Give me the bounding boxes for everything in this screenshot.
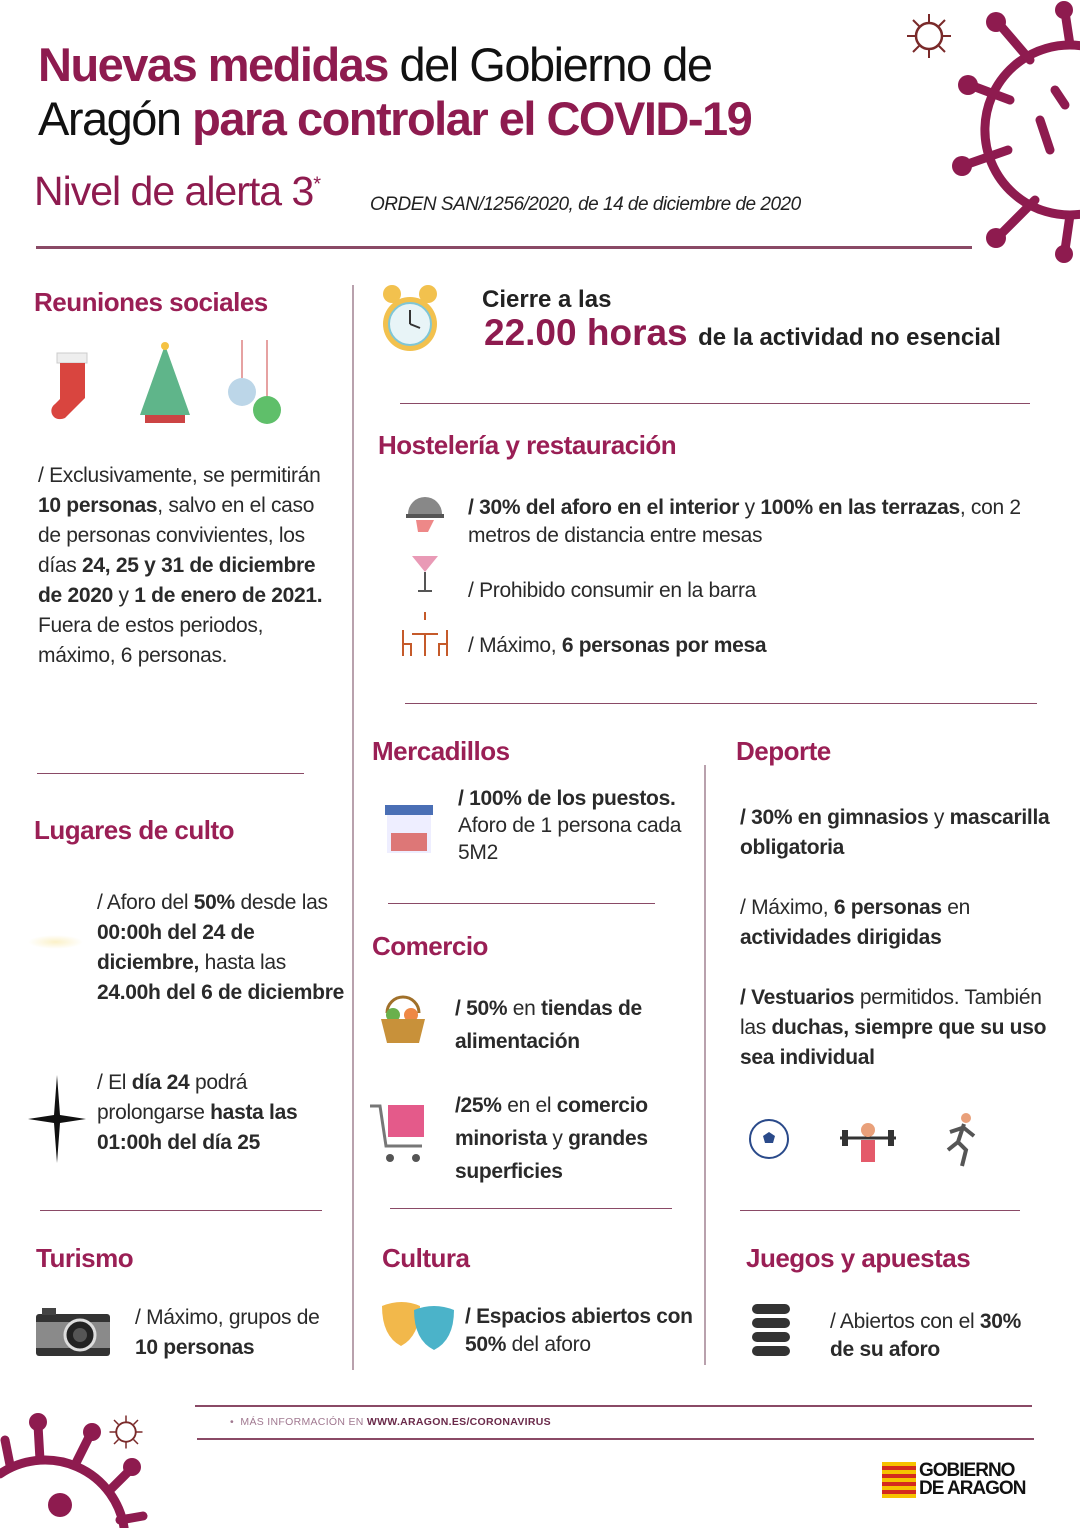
divider bbox=[197, 1438, 1034, 1440]
bold-text: 24, 25 y 31 de diciembre de 2020 bbox=[38, 554, 316, 607]
divider bbox=[37, 773, 304, 774]
title-line-1 bbox=[38, 38, 751, 92]
juegos-text bbox=[830, 1308, 1030, 1364]
alarm-clock-icon bbox=[380, 284, 440, 358]
bold-text: / Vestuarios bbox=[740, 986, 855, 1009]
cierre-time: 22.00 horas bbox=[484, 312, 688, 353]
bold-text: para controlar el COVID-19 bbox=[192, 92, 752, 145]
text: Aforo de 1 persona cada 5M2 bbox=[458, 814, 682, 864]
cultura-text bbox=[465, 1303, 695, 1359]
alert-level bbox=[34, 168, 320, 215]
divider bbox=[400, 403, 1030, 404]
text: , salvo en el caso de personas convivientes, los días bbox=[38, 494, 315, 577]
text: / Máximo, grupos de bbox=[135, 1306, 320, 1329]
deporte-item-2 bbox=[740, 893, 1060, 953]
text: y bbox=[112, 584, 135, 607]
culto-text-2 bbox=[97, 1068, 347, 1158]
text: / Prohibido consumir en la barra bbox=[468, 579, 757, 602]
divider bbox=[405, 703, 1037, 704]
casino-chips-icon bbox=[750, 1302, 792, 1358]
deporte-item-3 bbox=[740, 983, 1070, 1073]
text: permitidos. También las bbox=[740, 986, 1042, 1039]
text: en bbox=[507, 997, 542, 1020]
text: hasta las bbox=[199, 951, 286, 974]
grocery-basket-icon bbox=[377, 993, 429, 1045]
bold-text: 24.00h del 6 de diciembre bbox=[97, 981, 344, 1004]
virus-icon bbox=[940, 0, 1080, 265]
more-info-link[interactable]: WWW.ARAGON.ES/CORONAVIRUS bbox=[366, 1416, 551, 1428]
hosteleria-item-1 bbox=[468, 494, 1038, 550]
section-heading-mercadillos: Mercadillos bbox=[372, 736, 510, 766]
section-heading-comercio: Comercio bbox=[372, 931, 488, 961]
bold-text: actividades dirigidas bbox=[740, 926, 942, 949]
bold-text: 100% en las terrazas bbox=[760, 496, 960, 519]
text: / Exclusivamente, se permitirán bbox=[38, 464, 321, 487]
text: y bbox=[928, 806, 950, 829]
star-sparkle-icon bbox=[28, 1075, 86, 1163]
christmas-ornaments-icon bbox=[225, 340, 285, 428]
cierre-time-line bbox=[484, 312, 1001, 354]
comercio-item-1 bbox=[455, 992, 695, 1058]
bold-text: tiendas de alimentación bbox=[455, 997, 642, 1053]
divider bbox=[390, 1208, 672, 1209]
text: Aragón bbox=[38, 92, 193, 145]
shopping-cart-icon bbox=[368, 1100, 430, 1166]
text: desde las bbox=[234, 891, 328, 914]
section-heading-reuniones: Reuniones sociales bbox=[34, 287, 268, 317]
bold-text: 6 personas bbox=[833, 896, 942, 919]
cocktail-icon bbox=[410, 550, 440, 594]
divider bbox=[36, 246, 972, 249]
more-info-label: MÁS INFORMACIÓN EN bbox=[240, 1416, 367, 1428]
divider bbox=[740, 1210, 1020, 1211]
column-divider bbox=[352, 285, 354, 1370]
section-heading-deporte: Deporte bbox=[736, 736, 831, 766]
mercadillos-text bbox=[458, 785, 693, 866]
text: en bbox=[941, 896, 971, 919]
logo-line-2: DE ARAGON bbox=[919, 1478, 1026, 1499]
text: / El bbox=[97, 1071, 132, 1094]
bold-text: Nuevas medidas bbox=[38, 38, 388, 91]
divider bbox=[195, 1405, 1032, 1407]
theater-masks-icon bbox=[380, 1300, 456, 1352]
comercio-item-2 bbox=[455, 1089, 695, 1188]
bold-text: 10 personas bbox=[135, 1336, 255, 1359]
bold-text: 00:00h del 24 de diciembre, bbox=[97, 921, 255, 974]
section-heading-cultura: Cultura bbox=[382, 1243, 470, 1273]
bold-text: / 100% de los puestos. bbox=[458, 787, 676, 810]
bold-text: hasta las 01:00h del día 25 bbox=[97, 1101, 298, 1154]
column-divider bbox=[704, 765, 706, 1365]
deporte-item-1 bbox=[740, 803, 1060, 863]
turismo-text bbox=[135, 1303, 335, 1363]
christmas-stocking-icon bbox=[45, 345, 100, 425]
bold-text: /25% bbox=[455, 1094, 502, 1117]
bold-text: 50% bbox=[193, 891, 235, 914]
small-virus-icon bbox=[905, 12, 953, 60]
culto-text-1 bbox=[97, 888, 347, 1008]
text: / Aforo del bbox=[97, 891, 194, 914]
title-line-2 bbox=[38, 92, 751, 146]
bold-text: / 30% del aforo en el interior bbox=[468, 496, 740, 519]
bold-text: duchas, siempre que su uso sea individual bbox=[740, 1016, 1047, 1069]
divider bbox=[40, 1210, 322, 1211]
small-virus-icon bbox=[108, 1414, 144, 1450]
text: , con 2 metros de distancia entre mesas bbox=[468, 496, 1021, 547]
bold-text: 1 de enero de 2021. bbox=[134, 584, 323, 607]
order-reference: ORDEN SAN/1256/2020, de 14 de diciembre de 2020 bbox=[370, 194, 801, 215]
text: / Abiertos con el bbox=[830, 1310, 980, 1333]
bold-text: grandes superficies bbox=[455, 1127, 648, 1183]
text: y bbox=[739, 496, 761, 519]
cierre-line-1: Cierre a las bbox=[482, 286, 612, 313]
runner-icon bbox=[942, 1112, 978, 1168]
divider bbox=[388, 903, 655, 904]
text: en el bbox=[501, 1094, 557, 1117]
camera-icon bbox=[36, 1308, 110, 1356]
alert-level-text: Nivel de alerta 3 bbox=[34, 168, 314, 214]
christmas-tree-icon bbox=[135, 340, 195, 428]
text: / Máximo, bbox=[740, 896, 834, 919]
aragon-flag-icon bbox=[882, 1462, 916, 1498]
bold-text: mascarilla obligatoria bbox=[740, 806, 1050, 859]
page-title bbox=[38, 38, 751, 146]
text: / Máximo, bbox=[468, 634, 562, 657]
serving-cloche-icon bbox=[404, 490, 446, 534]
market-stall-icon bbox=[383, 803, 435, 855]
text: del aforo bbox=[506, 1333, 591, 1356]
alert-asterisk: * bbox=[313, 173, 321, 196]
bold-text: 6 personas por mesa bbox=[561, 634, 767, 657]
section-heading-hosteleria: Hostelería y restauración bbox=[378, 430, 677, 460]
text: podrá prolongarse bbox=[97, 1071, 248, 1124]
bold-text: comercio minorista bbox=[455, 1094, 648, 1150]
gobierno-aragon-logo bbox=[882, 1462, 1025, 1498]
hosteleria-item-3 bbox=[468, 631, 1028, 661]
soccer-ball-icon bbox=[748, 1118, 790, 1160]
table-chairs-icon bbox=[400, 612, 450, 658]
bold-text: / 30% en gimnasios bbox=[740, 806, 929, 829]
bold-text: / Espacios abiertos con 50% bbox=[465, 1305, 693, 1356]
cierre-suffix: de la actividad no esencial bbox=[698, 324, 1001, 351]
text: Fuera de estos periodos, máximo, 6 personas. bbox=[38, 614, 264, 667]
bold-text: / 50% bbox=[455, 997, 508, 1020]
text: y bbox=[546, 1127, 569, 1150]
bold-text: 30% de su aforo bbox=[830, 1310, 1021, 1361]
section-heading-culto: Lugares de culto bbox=[34, 815, 235, 845]
bold-text: 10 personas bbox=[38, 494, 158, 517]
hosteleria-item-2 bbox=[468, 576, 1028, 606]
weightlifting-icon bbox=[838, 1118, 898, 1166]
logo-line-1: GOBIERNO bbox=[919, 1460, 1015, 1481]
glow-icon bbox=[28, 935, 83, 949]
reuniones-text bbox=[38, 461, 323, 671]
bold-text: día 24 bbox=[131, 1071, 190, 1094]
section-heading-juegos: Juegos y apuestas bbox=[746, 1243, 971, 1273]
section-heading-turismo: Turismo bbox=[36, 1243, 134, 1273]
text: del Gobierno de bbox=[387, 38, 712, 91]
more-info: • MÁS INFORMACIÓN EN WWW.ARAGON.ES/CORONAVIRUS bbox=[230, 1416, 551, 1428]
